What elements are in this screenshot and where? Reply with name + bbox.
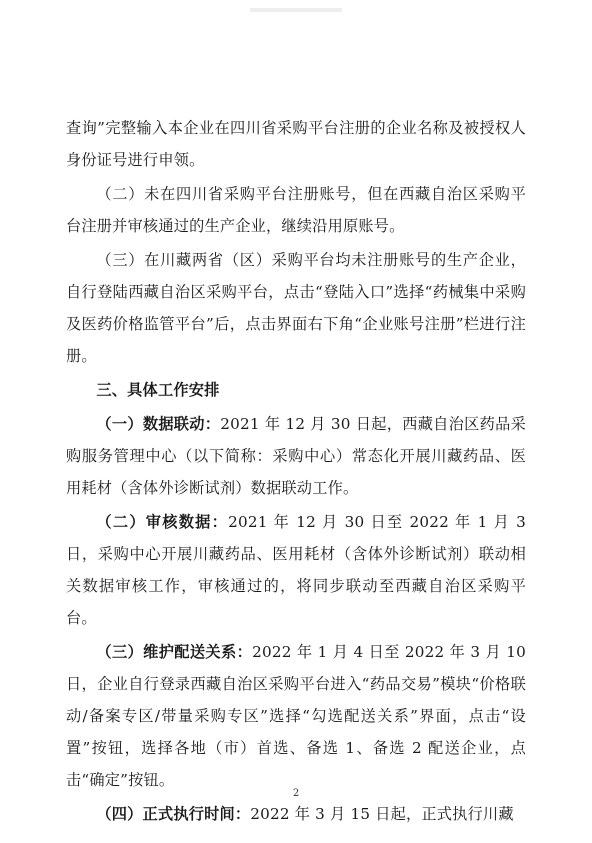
section-heading-3: 三、具体工作安排 (96, 381, 220, 399)
paragraph-item-2: （二）未在四川省采购平台注册账号，但在西藏自治区采购平台注册并审核通过的生产企业，继续沿用原账号。 (66, 185, 526, 235)
schedule-item-4 (66, 798, 526, 830)
scan-mark (250, 8, 342, 12)
schedule-item-2 (66, 506, 526, 634)
schedule-item-2-lead: （二）审核数据： (96, 513, 229, 531)
paragraph-continued: 查询”完整输入本企业在四川省采购平台注册的企业名称及被授权人身份证号进行申领。 (66, 119, 526, 169)
schedule-item-1-body: 2021 年 12 月 30 日起，西藏自治区药品采购服务管理中心（以下简称：采购中心）常态化开展川藏药品、医用耗材（含体外诊断试剂）数据联动工作。 (66, 415, 526, 497)
schedule-item-4-lead: （四）正式执行时间： (96, 805, 251, 823)
document-body (66, 112, 526, 832)
schedule-item-3-lead: （三）维护配送关系： (96, 643, 253, 661)
schedule-item-1-lead: （一）数据联动： (96, 415, 221, 433)
schedule-item-3-body: 2022 年 1 月 4 日至 2022 年 3 月 10 日，企业自行登录西藏自治区采购平台进入“药品交易”模块“价格联动/备案专区/带量采购专区”选择“勾选配送关系”界面，点击“设置”按钮，选择各地（市）首选、备选 1、备选 2 配送企业，点击“确定”按钮。 (66, 643, 526, 789)
schedule-item-2-body: 2021 年 12 月 30 日至 2022 年 1 月 3 日，采购中心开展川藏药品、医用耗材（含体外诊断试剂）联动相关数据审核工作，审核通过的，将同步联动至西藏自治区采购平台。 (66, 513, 526, 627)
schedule-item-3 (66, 636, 526, 796)
paragraph-item-3: （三）在川藏两省（区）采购平台均未注册账号的生产企业，自行登陆西藏自治区采购平台，点击“登陆入口”选择“药械集中采购及医药价格监管平台”后，点击界面右下角“企业账号注册”栏进行注册。 (66, 251, 526, 365)
schedule-item-1 (66, 408, 526, 504)
page-number: 2 (292, 788, 300, 799)
schedule-item-4-body: 2022 年 3 月 15 日起，正式执行川藏 (250, 805, 514, 823)
